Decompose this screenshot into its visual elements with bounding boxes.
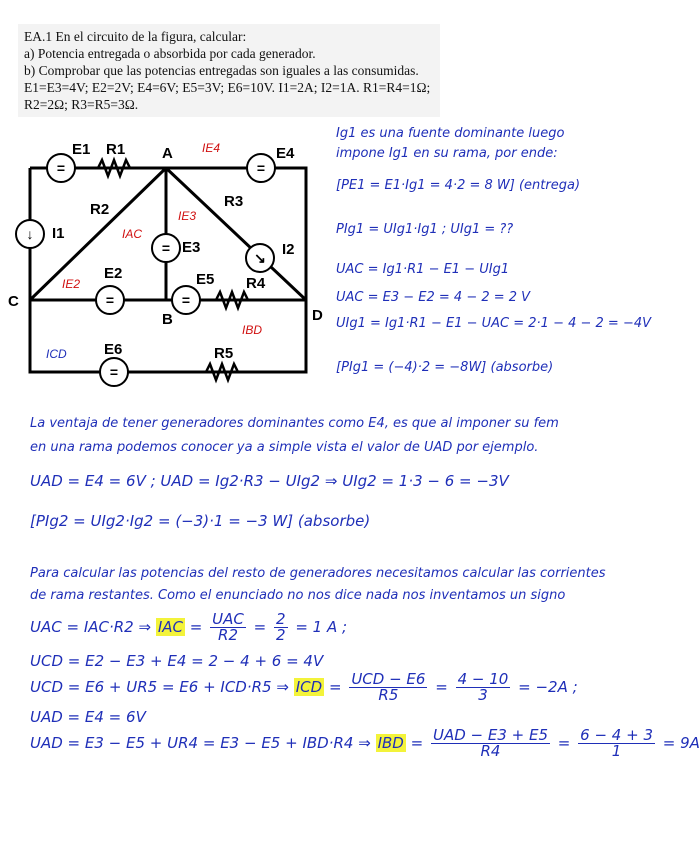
svg-text:=: = xyxy=(56,160,66,176)
note-line: La ventaja de tener generadores dominantes como E4, es que al imponer su fem xyxy=(30,416,559,431)
label-e4: E4 xyxy=(276,145,295,162)
label-ie4: IE4 xyxy=(202,141,221,155)
svg-text:↓: ↓ xyxy=(26,226,34,242)
svg-text:=: = xyxy=(181,292,191,308)
label-r1: R1 xyxy=(106,141,126,158)
label-e6: E6 xyxy=(104,341,123,358)
equation-uad: UAD = E4 = 6V xyxy=(30,708,146,726)
note-line: UIg1 = Ig1·R1 − E1 − UAC = 2·1 − 4 − 2 = −4V xyxy=(336,316,652,331)
label-ie3: IE3 xyxy=(178,209,197,223)
label-b: B xyxy=(162,311,173,328)
label-e5: E5 xyxy=(196,271,215,288)
svg-text:=: = xyxy=(105,292,115,308)
svg-text:=: = xyxy=(109,364,119,380)
label-i2: I2 xyxy=(282,241,295,258)
svg-text:=: = xyxy=(161,240,171,256)
label-d: D xyxy=(312,307,323,324)
label-a: A xyxy=(162,145,173,162)
problem-item-a: a) Potencia entregada o absorbida por cada generador. xyxy=(24,46,316,61)
label-iac: IAC xyxy=(122,227,143,241)
circuit-diagram xyxy=(6,128,326,390)
note-line: UAD = E4 = 6V ; UAD = Ig2·R3 − UIg2 ⇒ UIg2 = 1·3 − 6 = −3V xyxy=(30,472,509,490)
highlight-icd: ICD xyxy=(295,678,323,696)
svg-text:↘: ↘ xyxy=(254,250,266,266)
note-line: impone Ig1 en su rama, por ende: xyxy=(336,146,558,161)
equation-ibd: UAD = E3 − E5 + UR4 = E3 − E5 + IBD·R4 ⇒ IBD = $\frac{\text{UAD − E3 + E5}}{R4}$ = $\frac{6 - 4 + 3}{1}$ = 9A xyxy=(30,726,700,760)
problem-data-line1: E1=E3=4V; E2=2V; E4=6V; E5=3V; E6=10V. I1=2A; I2=1A. R1=R4=1Ω; xyxy=(24,80,431,95)
label-e1: E1 xyxy=(72,141,91,158)
problem-title: EA.1 En el circuito de la figura, calcular: xyxy=(24,29,247,44)
problem-data-line2: R2=2Ω; R3=R5=3Ω. xyxy=(24,97,139,112)
note-line: PIg1 = UIg1·Ig1 ; UIg1 = ?? xyxy=(336,222,514,237)
note-line: Para calcular las potencias del resto de generadores necesitamos calcular las corrientes xyxy=(30,566,606,581)
note-line: [PIg1 = (−4)·2 = −8W] (absorbe) xyxy=(336,360,554,375)
label-e2: E2 xyxy=(104,265,123,282)
label-e3: E3 xyxy=(182,239,201,256)
label-i1: I1 xyxy=(52,225,65,242)
equation-ucd: UCD = E2 − E3 + E4 = 2 − 4 + 6 = 4V xyxy=(30,652,324,670)
label-r2: R2 xyxy=(90,201,110,218)
label-c: C xyxy=(8,293,19,310)
problem-statement xyxy=(18,24,440,117)
label-r3: R3 xyxy=(224,193,244,210)
equation-iac: UAC = IAC·R2 ⇒ IAC = $\frac{\text{UAC}}{R2}$ = $\frac{2}{2}$ = 1 A ; xyxy=(30,610,348,644)
label-r4: R4 xyxy=(246,275,266,292)
label-r5: R5 xyxy=(214,345,234,362)
label-ie2: IE2 xyxy=(62,277,81,291)
note-line: UAC = E3 − E2 = 4 − 2 = 2 V xyxy=(336,290,531,305)
problem-item-b: b) Comprobar que las potencias entregadas son iguales a las consumidas. xyxy=(24,63,419,78)
label-icd: ICD xyxy=(46,347,67,361)
note-line: [PE1 = E1·Ig1 = 4·2 = 8 W] (entrega) xyxy=(336,178,581,193)
note-line: en una rama podemos conocer ya a simple vista el valor de UAD por ejemplo. xyxy=(30,440,539,455)
note-line: [PIg2 = UIg2·Ig2 = (−3)·1 = −3 W] (absorbe) xyxy=(30,512,371,530)
note-line: UAC = Ig1·R1 − E1 − UIg1 xyxy=(336,262,510,277)
label-ibd: IBD xyxy=(242,323,263,337)
equation-icd: UCD = E6 + UR5 = E6 + ICD·R5 ⇒ ICD = $\frac{\text{UCD − E6}}{R5}$ = $\frac{4 - 10}{3}$ = −2A ; xyxy=(30,670,578,704)
note-line: Ig1 es una fuente dominante luego xyxy=(336,126,565,141)
highlight-iac: IAC xyxy=(157,618,184,636)
note-line: de rama restantes. Como el enunciado no nos dice nada nos inventamos un signo xyxy=(30,588,566,603)
svg-text:=: = xyxy=(256,160,266,176)
highlight-ibd: IBD xyxy=(377,734,404,752)
